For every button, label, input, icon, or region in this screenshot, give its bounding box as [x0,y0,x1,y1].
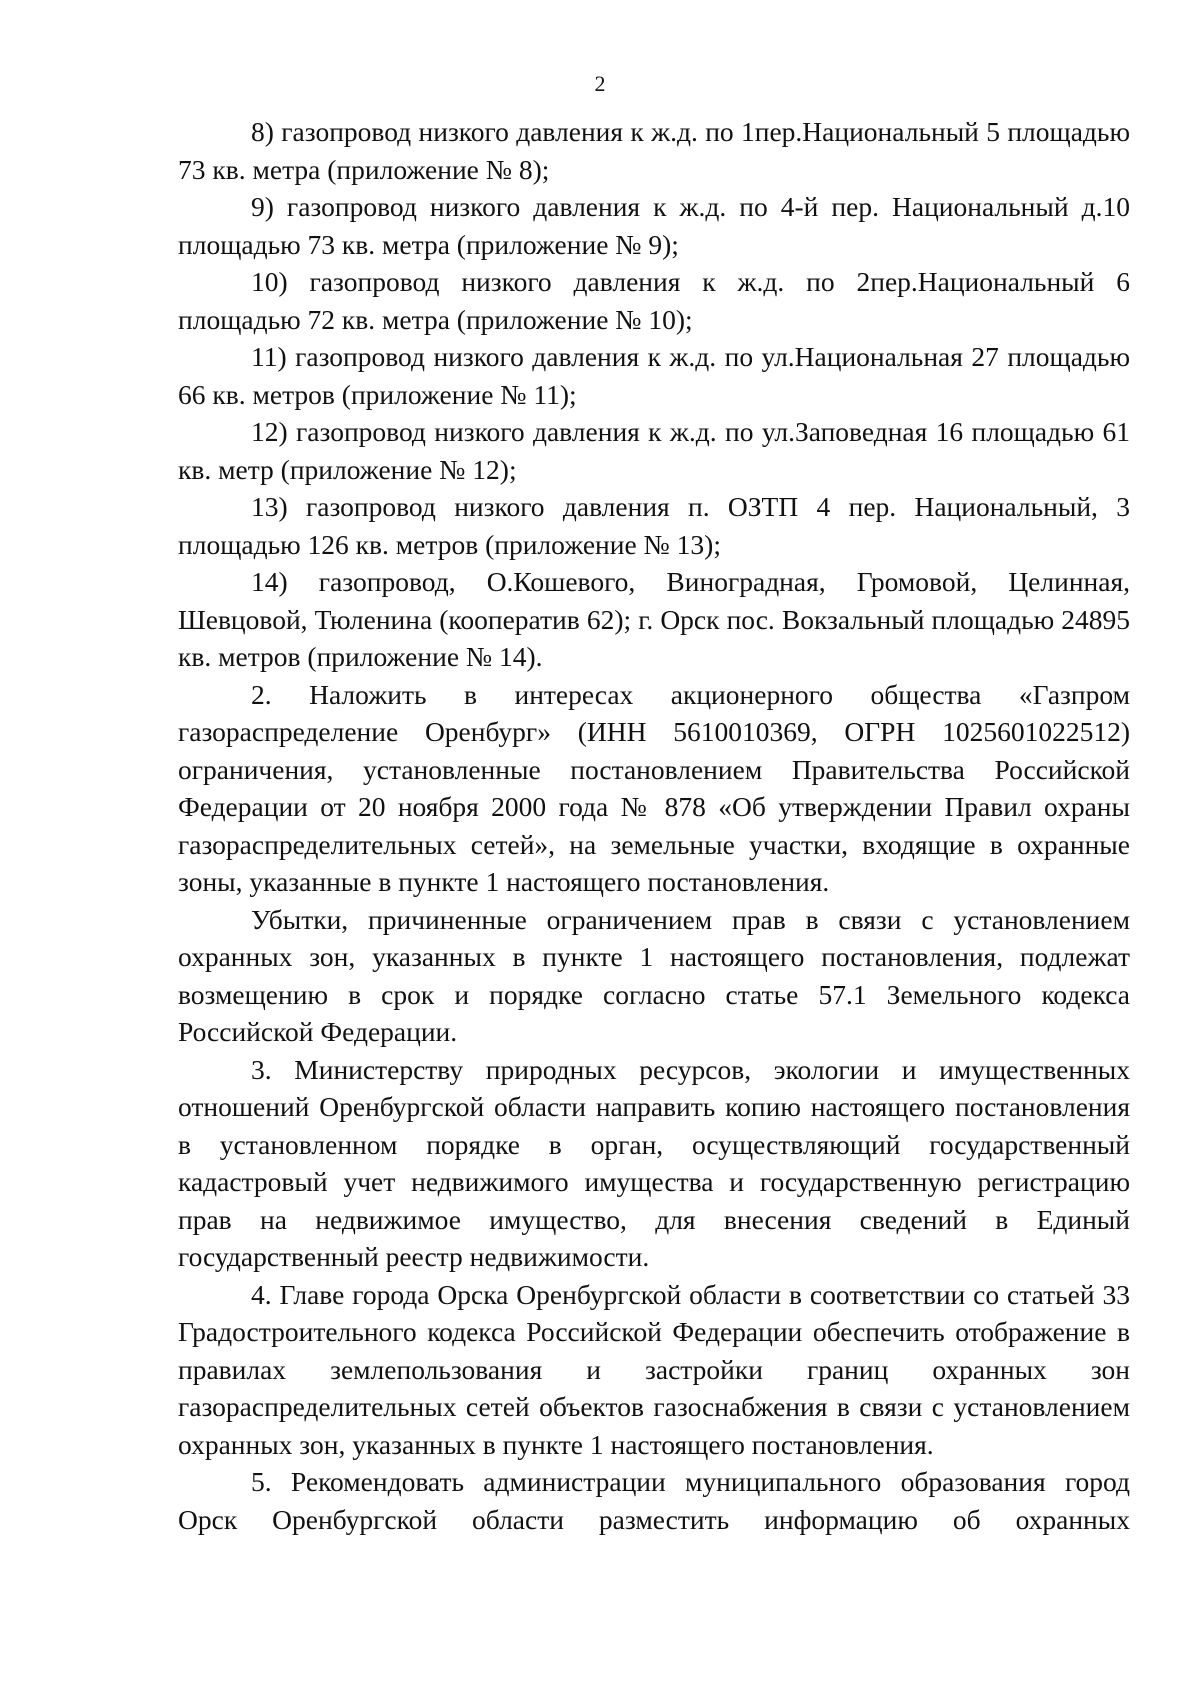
list-item-10: 10) газопровод низкого давления к ж.д. по 2пер.Национальный 6 площадью 72 кв. метра (приложение № 10); [178,266,1130,335]
clause-4: 4. Главе города Орска Оренбургской области в соответствии со статьей 33 Градостроительного кодекса Российской Федерации обеспечить отображение в правилах землепользования и застройки границ охранных зон газораспределительных сетей объектов газоснабжения в связи с установлением охранных зон, указанных в пункте 1 настоящего постановления. [178,1278,1130,1460]
list-item-9: 9) газопровод низкого давления к ж.д. по 4-й пер. Национальный д.10 площадью 73 кв. метра (приложение № 9); [178,191,1130,260]
list-item-12: 12) газопровод низкого давления к ж.д. по ул.Заповедная 16 площадью 61 кв. метр (приложение № 12); [178,416,1130,485]
clause-5: 5. Рекомендовать администрации муниципального образования город Орск Оренбургской области разместить информацию об охранных [178,1466,1130,1535]
list-item-8: 8) газопровод низкого давления к ж.д. по 1пер.Национальный 5 площадью 73 кв. метра (приложение № 8); [178,116,1130,185]
list-item-14: 14) газопровод, О.Кошевого, Виноградная, Громовой, Целинная, Шевцовой, Тюленина (кооператив 62); г. Орск пос. Вокзальный площадью 24895 кв. метров (приложение № 14). [178,566,1130,672]
list-item-13: 13) газопровод низкого давления п. ОЗТП 4 пер. Национальный, 3 площадью 126 кв. метров (приложение № 13); [178,491,1130,560]
clause-3: 3. Министерству природных ресурсов, экологии и имущественных отношений Оренбургской области направить копию настоящего постановления в установленном порядке в орган, осуществляющий государственный кадастровый учет недвижимого имущества и государственную регистрацию прав на недвижимое имущество, для внесения сведений в Единый государственный реестр недвижимости. [178,1053,1130,1272]
clause-2-losses: Убытки, причиненные ограничением прав в связи с установлением охранных зон, указанных в пункте 1 настоящего постановления, подлежат возмещению в срок и порядке согласно статье 57.1 Земельного кодекса Российской Федерации. [178,903,1130,1047]
page-number: 2 [594,71,606,96]
clause-2: 2. Наложить в интересах акционерного общества «Газпром газораспределение Оренбург» (ИНН 5610010369, ОГРН 1025601022512) ограничения, установленные постановлением Правительства Российской Федерации от 20 ноября 2000 года № 878 «Об утверждении Правил охраны газораспределительных сетей», на земельные участки, входящие в охранные зоны, указанные в пункте 1 настоящего постановления. [178,678,1130,897]
list-item-11: 11) газопровод низкого давления к ж.д. по ул.Национальная 27 площадью 66 кв. метров (приложение № 11); [178,341,1130,410]
document-body [178,113,1130,1538]
